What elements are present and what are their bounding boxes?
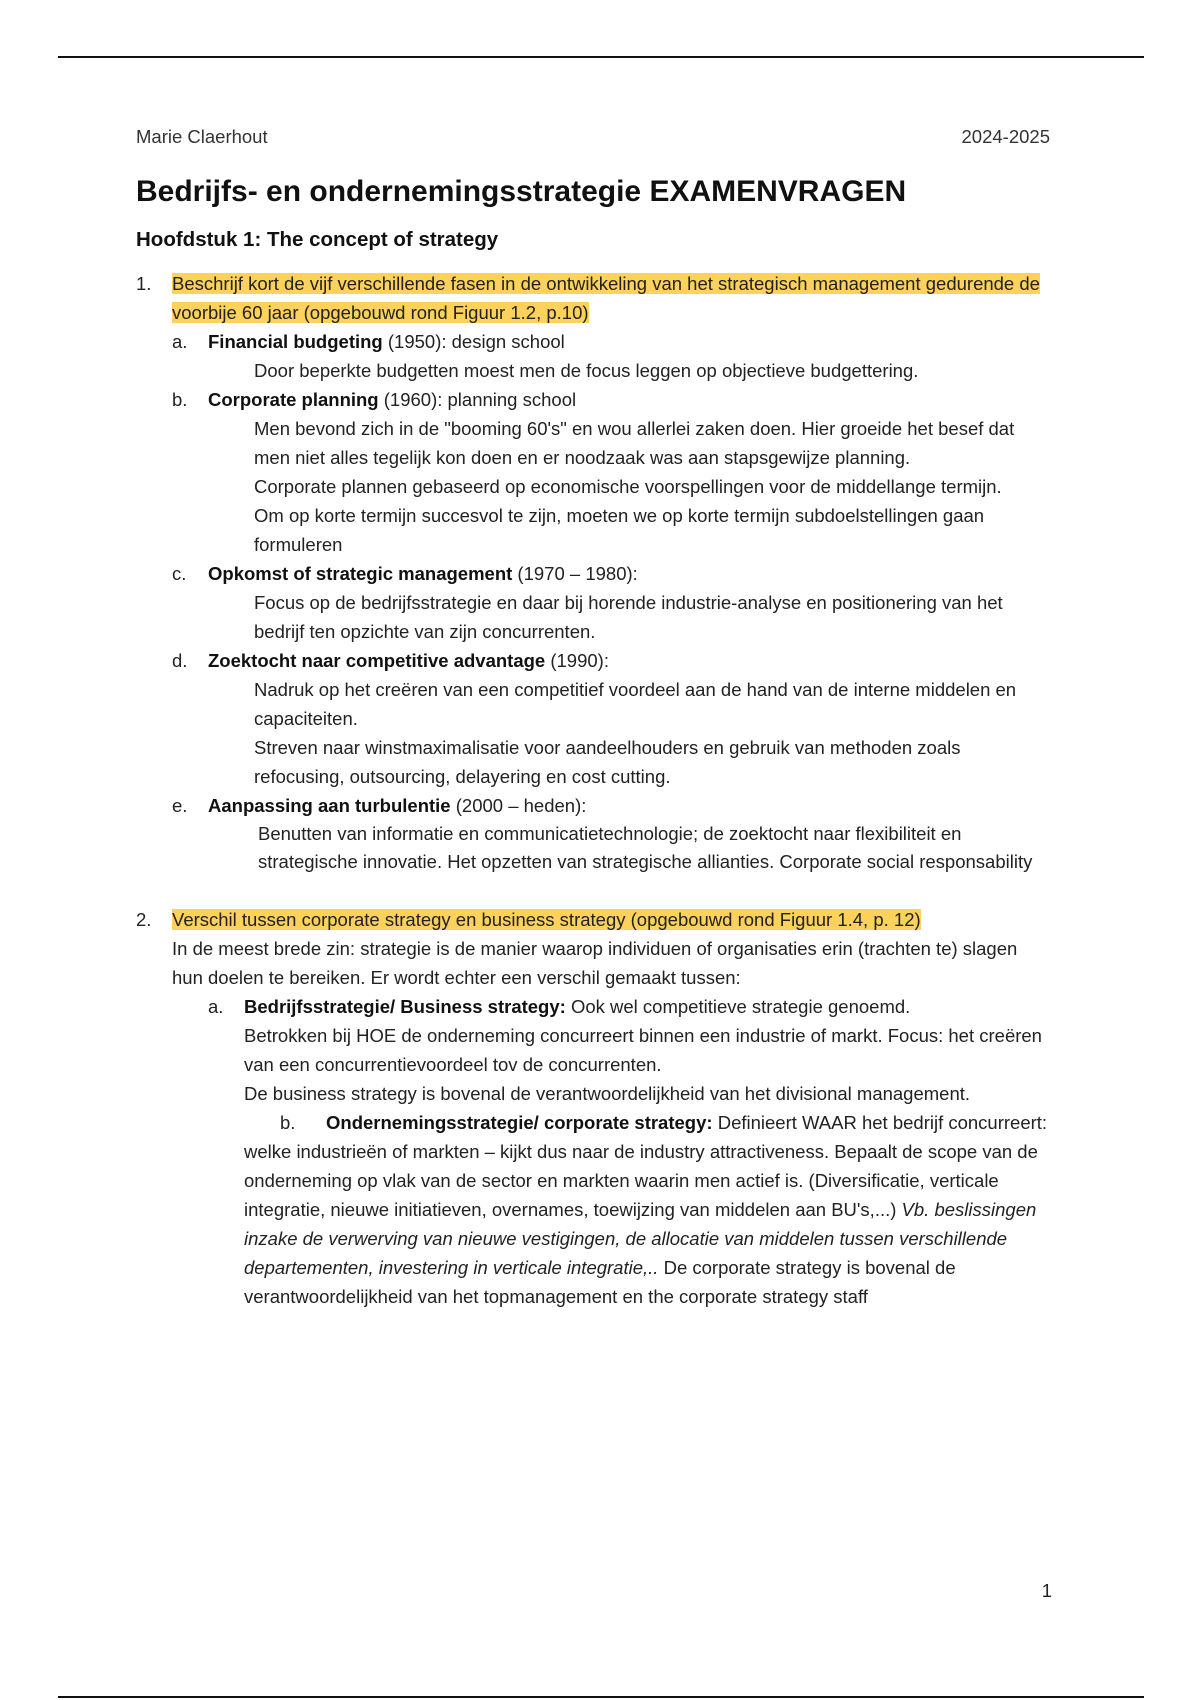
item-title: Opkomst of strategic management bbox=[208, 563, 513, 584]
academic-year: 2024-2025 bbox=[961, 126, 1050, 147]
spacer bbox=[136, 876, 1050, 905]
document-page bbox=[136, 122, 1050, 1311]
list-item bbox=[172, 646, 1050, 675]
item-subtitle: (1960): planning school bbox=[378, 389, 577, 410]
item-title: Bedrijfsstrategie/ Business strategy: bbox=[244, 996, 566, 1017]
item-subtitle: Ook wel competitieve strategie genoemd. bbox=[565, 996, 911, 1017]
item-detail: Definieert WAAR het bedrijf concurreert: welke industrieën of markten – kijkt dus naar de industry attractiveness. Bepaalt de scope van de onderneming op vlak van de sector en markten waarin men actief is. (Diversificatie, verticale integratie, nieuwe initiatieven, overnames, toewijzing van middelen aan BU's,...) bbox=[244, 1112, 1048, 1220]
question-text: Beschrijf kort de vijf verschillende fasen in de ontwikkeling van het strategisch management gedurende de voorbije 60 jaar (opgebouwd rond Figuur 1.2, p.10) bbox=[172, 273, 1040, 323]
item-detail: Om op korte termijn succesvol te zijn, moeten we op korte termijn subdoelstellingen gaan formuleren bbox=[254, 505, 985, 555]
item-detail: Benutten van informatie en communicatietechnologie; de zoektocht naar flexibiliteit en strategische innovatie. Het opzetten van strategische allianties. Corporate social responsability bbox=[258, 823, 1033, 872]
list-item bbox=[172, 791, 1050, 820]
question-2 bbox=[136, 905, 1050, 992]
question-1 bbox=[136, 269, 1050, 327]
page-number: 1 bbox=[1041, 1580, 1052, 1601]
document-title: Bedrijfs- en ondernemingsstrategie EXAMENVRAGEN bbox=[136, 175, 907, 208]
top-rule bbox=[58, 56, 1144, 58]
item-letter: b. bbox=[280, 1112, 296, 1133]
bottom-rule bbox=[58, 1696, 1144, 1698]
item-letter: a. bbox=[208, 996, 224, 1017]
item-detail: Corporate plannen gebaseerd op economische voorspellingen voor de middellange termijn. bbox=[254, 476, 1002, 497]
item-detail: De business strategy is bovenal de verantwoordelijkheid van het divisional management. bbox=[244, 1083, 971, 1104]
item-detail: Nadruk op het creëren van een competitief voordeel aan de hand van de interne middelen en capaciteiten. bbox=[254, 679, 1017, 729]
item-detail: Door beperkte budgetten moest men de focus leggen op objectieve budgettering. bbox=[254, 360, 919, 381]
item-subtitle: (2000 – heden): bbox=[450, 795, 587, 816]
item-title: Financial budgeting bbox=[208, 331, 383, 352]
item-letter: c. bbox=[172, 563, 187, 584]
list-item bbox=[208, 992, 1050, 1021]
page-header bbox=[136, 122, 1050, 151]
item-title: Aanpassing aan turbulentie bbox=[208, 795, 451, 816]
chapter-heading: Hoofdstuk 1: The concept of strategy bbox=[136, 228, 499, 251]
item-detail: Streven naar winstmaximalisatie voor aandeelhouders en gebruik van methoden zoals refocusing, outsourcing, delayering en cost cutting. bbox=[254, 737, 961, 787]
question-number: 2. bbox=[136, 909, 152, 930]
item-letter: a. bbox=[172, 331, 188, 352]
list-item bbox=[172, 385, 1050, 414]
list-item bbox=[172, 559, 1050, 588]
item-detail: Men bevond zich in de "booming 60's" en wou allerlei zaken doen. Hier groeide het besef dat men niet alles tegelijk kon doen en er noodzaak was aan stapsgewijze planning. bbox=[254, 418, 1015, 468]
question-intro: In de meest brede zin: strategie is de manier waarop individuen of organisaties erin (trachten te) slagen hun doelen te bereiken. Er wordt echter een verschil gemaakt tussen: bbox=[172, 938, 1018, 988]
item-subtitle: (1970 – 1980): bbox=[512, 563, 638, 584]
item-example: Vb. beslissingen inzake de verwerving van nieuwe vestigingen, de allocatie van middelen tussen verschillende departementen, investering in verticale integratie,.. bbox=[244, 1199, 1037, 1278]
item-title: Ondernemingsstrategie/ corporate strategy: bbox=[326, 1112, 713, 1133]
item-title: Zoektocht naar competitive advantage bbox=[208, 650, 546, 671]
item-detail: Focus op de bedrijfsstrategie en daar bij horende industrie-analyse en positionering van het bedrijf ten opzichte van zijn concurrenten. bbox=[254, 592, 1003, 642]
item-letter: e. bbox=[172, 795, 188, 816]
author-name: Marie Claerhout bbox=[136, 126, 268, 147]
item-subtitle: (1950): design school bbox=[382, 331, 565, 352]
item-subtitle: (1990): bbox=[545, 650, 609, 671]
item-detail: Betrokken bij HOE de onderneming concurreert binnen een industrie of markt. Focus: het creëren van een concurrentievoordeel tov de concurrenten. bbox=[244, 1025, 1042, 1075]
question-number: 1. bbox=[136, 273, 152, 294]
list-item bbox=[172, 327, 1050, 356]
question-text: Verschil tussen corporate strategy en business strategy (opgebouwd rond Figuur 1.4, p. 12) bbox=[172, 909, 921, 930]
item-letter: b. bbox=[172, 389, 188, 410]
item-title: Corporate planning bbox=[208, 389, 379, 410]
item-letter: d. bbox=[172, 650, 188, 671]
list-item bbox=[244, 1108, 1050, 1311]
item-detail: De corporate strategy is bovenal de verantwoordelijkheid van het topmanagement en the corporate strategy staff bbox=[244, 1257, 956, 1307]
